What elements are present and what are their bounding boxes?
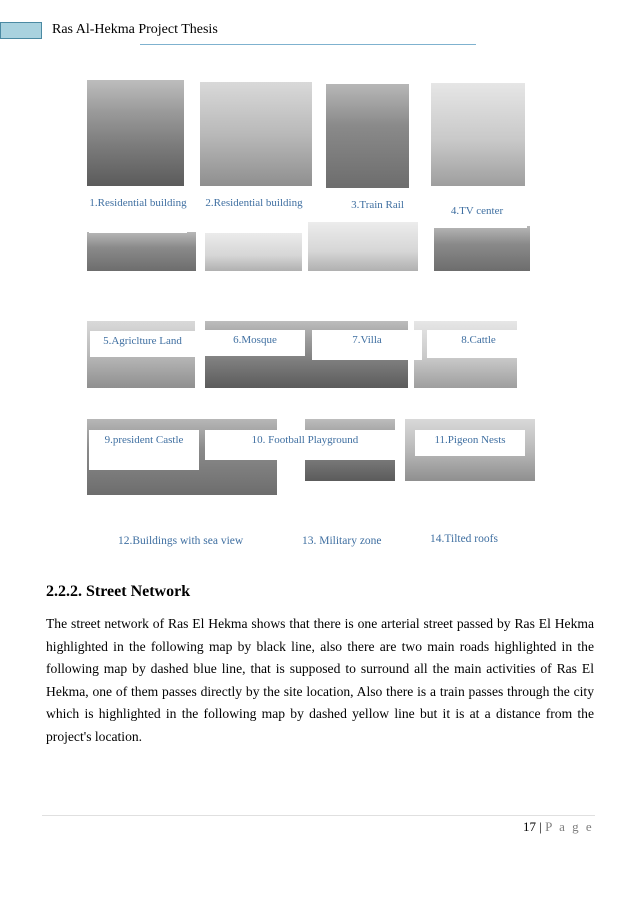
label-residential-building-1: 1.Residential building bbox=[89, 193, 187, 233]
photo-cattle bbox=[434, 226, 530, 271]
label-train-rail: 3.Train Rail bbox=[330, 195, 425, 221]
header-rule bbox=[140, 44, 476, 45]
header-accent-box bbox=[0, 22, 42, 39]
label-tilted-roofs: 14.Tilted roofs bbox=[430, 533, 498, 545]
photo-agriculture-land bbox=[87, 232, 196, 271]
page-number-value: 17 bbox=[523, 819, 536, 834]
page-number-separator: | bbox=[539, 819, 542, 834]
footer-rule bbox=[42, 815, 595, 816]
label-mosque: 6.Mosque bbox=[205, 330, 305, 356]
photo-train-rail bbox=[326, 84, 409, 188]
label-tv-center: 4.TV center bbox=[427, 201, 527, 228]
label-pigeon-nests: 11.Pigeon Nests bbox=[415, 430, 525, 456]
label-president-castle: 9.president Castle bbox=[89, 430, 199, 470]
label-residential-building-2: 2.Residential building bbox=[205, 193, 303, 233]
photo-residential-building-1 bbox=[87, 80, 184, 186]
section-paragraph: The street network of Ras El Hekma shows that there is one arterial street passed by Ras El Hekma highlighted in the following map by black line, also there are two main roads highlighted in the following map by dashed blue line, that is supposed to surround all the main activities of Ras El Hekma, one of them passes directly by the site location, Also there is a train passes through the city which is highlighted in the following map by dashed yellow line but it is at a distance from the project's location. bbox=[46, 616, 594, 744]
label-agriculture-land: 5.Agriclture Land bbox=[90, 331, 195, 357]
page-number bbox=[523, 819, 594, 835]
label-buildings-sea-view: 12.Buildings with sea view bbox=[118, 535, 244, 547]
label-cattle: 8.Cattle bbox=[427, 330, 530, 358]
page-word: P a g e bbox=[545, 819, 594, 834]
photo-villa bbox=[308, 222, 418, 271]
photo-mosque bbox=[205, 232, 302, 271]
label-villa: 7.Villa bbox=[312, 330, 422, 360]
photo-tv-center bbox=[431, 83, 525, 186]
label-military-zone: 13. Military zone bbox=[302, 535, 382, 547]
section-heading: 2.2.2. Street Network bbox=[46, 583, 191, 600]
header-title: Ras Al-Hekma Project Thesis bbox=[52, 22, 218, 37]
label-football-playground: 10. Football Playground bbox=[205, 430, 405, 460]
photo-residential-building-2 bbox=[200, 82, 312, 186]
